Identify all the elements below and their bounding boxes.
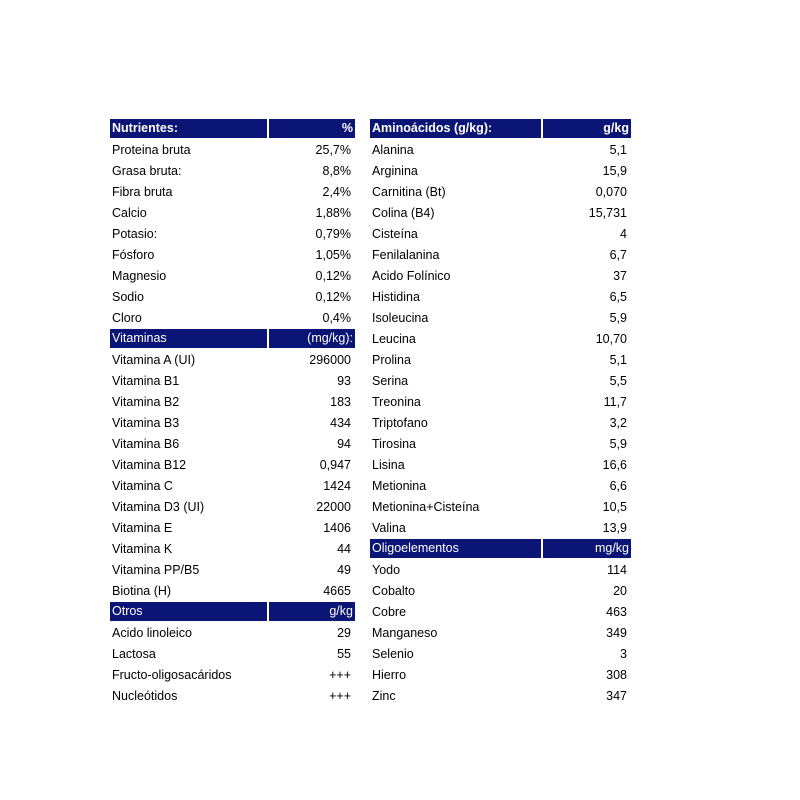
nutrient-name: Cobalto [372, 584, 416, 598]
nutrient-value: 22000 [316, 500, 351, 514]
table-row [370, 518, 631, 539]
nutrient-value: 20 [613, 584, 627, 598]
table-row [370, 287, 631, 308]
nutrient-name: Metionina+Cisteína [372, 500, 480, 514]
nutrient-name: Manganeso [372, 626, 438, 640]
nutrient-name: Carnitina (Bt) [372, 185, 446, 199]
nutrient-value: 5,9 [609, 437, 627, 451]
table-row [370, 371, 631, 392]
nutrient-name: Vitamina C [112, 479, 173, 493]
nutrient-name: Metionina [372, 479, 427, 493]
section-header-otros [110, 602, 355, 621]
section-unit: % [269, 119, 355, 138]
nutrient-value: 0,070 [595, 185, 627, 199]
table-row [370, 665, 631, 686]
nutrient-name: Vitamina B6 [112, 437, 180, 451]
nutrient-name: Serina [372, 374, 409, 388]
nutrient-name: Triptofano [372, 416, 428, 430]
table-row [370, 455, 631, 476]
nutrient-name: Proteina bruta [112, 143, 191, 157]
nutrient-name: Treonina [372, 395, 421, 409]
table-row [110, 476, 355, 497]
nutrient-name: Sodio [112, 290, 144, 304]
nutrient-value: 15,731 [588, 206, 627, 220]
section-unit: g/kg [543, 119, 631, 138]
nutrient-value: 44 [337, 542, 351, 556]
table-row [370, 413, 631, 434]
nutrient-name: Biotina (H) [112, 584, 172, 598]
nutrient-name: Hierro [372, 668, 407, 682]
section-title: Otros [110, 602, 267, 621]
nutrient-value: 10,70 [595, 332, 627, 346]
table-row [370, 476, 631, 497]
table-row [370, 203, 631, 224]
nutrient-name: Acido linoleico [112, 626, 192, 640]
nutrient-value: 15,9 [602, 164, 627, 178]
table-row [110, 266, 355, 287]
nutrient-value: 308 [606, 668, 627, 682]
nutrient-name: Vitamina B12 [112, 458, 187, 472]
section-header-aminoacidos-g-kg [370, 119, 631, 138]
table-row [370, 644, 631, 665]
section-header-nutrientes [110, 119, 355, 138]
nutrient-value: 49 [337, 563, 351, 577]
nutrient-name: Vitamina E [112, 521, 173, 535]
nutrient-value: +++ [329, 668, 351, 682]
nutrient-name: Cobre [372, 605, 407, 619]
nutrient-value: 1424 [323, 479, 351, 493]
nutrient-value: 16,6 [602, 458, 627, 472]
nutrient-value: 0,4% [322, 311, 351, 325]
nutrient-value: 349 [606, 626, 627, 640]
nutrient-value: 0,947 [319, 458, 351, 472]
nutrient-name: Vitamina A (UI) [112, 353, 196, 367]
nutrient-name: Prolina [372, 353, 411, 367]
table-row [370, 329, 631, 350]
nutrient-name: Potasio: [112, 227, 158, 241]
table-row [370, 350, 631, 371]
section-title: Oligoelementos [370, 539, 541, 558]
section-unit: mg/kg [543, 539, 631, 558]
nutrient-value: 94 [337, 437, 351, 451]
nutrient-name: Fenilalanina [372, 248, 440, 262]
nutrient-name: Calcio [112, 206, 147, 220]
nutrient-value: 347 [606, 689, 627, 703]
table-row [110, 434, 355, 455]
table-row [110, 644, 355, 665]
nutrient-name: Vitamina PP/B5 [112, 563, 200, 577]
nutrient-value: +++ [329, 689, 351, 703]
nutrient-name: Vitamina B1 [112, 374, 180, 388]
table-row [370, 140, 631, 161]
table-row [110, 455, 355, 476]
nutrient-value: 5,9 [609, 311, 627, 325]
nutrient-name: Selenio [372, 647, 414, 661]
table-row [370, 686, 631, 707]
nutrient-name: Valina [372, 521, 406, 535]
nutrient-value: 11,7 [603, 395, 627, 409]
table-row [370, 308, 631, 329]
nutrient-name: Colina (B4) [372, 206, 435, 220]
table-row [110, 287, 355, 308]
table-row [110, 161, 355, 182]
nutrient-name: Fructo-oligosacáridos [112, 668, 232, 682]
table-row [110, 350, 355, 371]
nutrient-value: 0,12% [315, 290, 351, 304]
nutrient-name: Grasa bruta: [112, 164, 182, 178]
nutrient-name: Histidina [372, 290, 420, 304]
nutrient-value: 37 [613, 269, 627, 283]
nutrient-name: Cloro [112, 311, 142, 325]
table-row [370, 560, 631, 581]
nutrient-value: 8,8% [322, 164, 351, 178]
table-row [110, 224, 355, 245]
nutrient-value: 5,5 [609, 374, 627, 388]
table-row [370, 266, 631, 287]
nutrient-value: 25,7% [315, 143, 351, 157]
nutrient-value: 5,1 [609, 143, 627, 157]
nutrient-name: Arginina [372, 164, 418, 178]
nutrient-name: Nucleótidos [112, 689, 178, 703]
section-unit: g/kg [269, 602, 355, 621]
nutrient-name: Lisina [372, 458, 405, 472]
table-row [110, 665, 355, 686]
nutrient-value: 183 [330, 395, 351, 409]
nutrient-value: 5,1 [609, 353, 627, 367]
nutrient-name: Zinc [372, 689, 396, 703]
nutrient-name: Magnesio [112, 269, 167, 283]
table-row [110, 497, 355, 518]
nutrient-value: 13,9 [602, 521, 627, 535]
nutrient-name: Vitamina B3 [112, 416, 180, 430]
nutrient-value: 55 [337, 647, 351, 661]
nutrient-value: 3 [620, 647, 627, 661]
nutrient-value: 434 [330, 416, 351, 430]
table-row [110, 203, 355, 224]
nutrient-value: 10,5 [602, 500, 627, 514]
nutrient-value: 3,2 [609, 416, 627, 430]
table-row [370, 245, 631, 266]
nutrient-name: Isoleucina [372, 311, 429, 325]
nutrient-value: 1,88% [315, 206, 351, 220]
nutrient-name: Vitamina B2 [112, 395, 180, 409]
nutrient-name: Acido Folínico [372, 269, 451, 283]
nutrient-name: Leucina [372, 332, 416, 346]
section-title: Nutrientes: [110, 119, 267, 138]
table-row [370, 581, 631, 602]
nutrient-name: Fibra bruta [112, 185, 173, 199]
table-row [110, 413, 355, 434]
table-row [110, 371, 355, 392]
table-row [370, 623, 631, 644]
nutrient-value: 6,7 [609, 248, 627, 262]
nutrient-value: 93 [337, 374, 351, 388]
table-row [110, 518, 355, 539]
table-row [370, 497, 631, 518]
table-row [110, 245, 355, 266]
table-row [110, 623, 355, 644]
nutrient-name: Fósforo [112, 248, 155, 262]
table-row [370, 182, 631, 203]
nutrient-value: 0,79% [315, 227, 351, 241]
right-column [370, 119, 631, 707]
nutrient-value: 2,4% [322, 185, 351, 199]
nutrient-name: Vitamina D3 (UI) [112, 500, 205, 514]
table-row [370, 602, 631, 623]
nutrient-value: 4 [620, 227, 627, 241]
table-row [370, 434, 631, 455]
nutrient-name: Lactosa [112, 647, 156, 661]
nutrient-value: 6,5 [609, 290, 627, 304]
nutrient-name: Vitamina K [112, 542, 173, 556]
table-row [110, 686, 355, 707]
table-row [110, 539, 355, 560]
left-column [110, 119, 355, 707]
table-row [110, 560, 355, 581]
section-header-vitaminas [110, 329, 355, 348]
nutrient-value: 6,6 [609, 479, 627, 493]
nutrient-name: Tirosina [372, 437, 416, 451]
nutrient-name: Alanina [372, 143, 414, 157]
nutrient-value: 114 [607, 563, 627, 577]
section-title: Vitaminas [110, 329, 267, 348]
table-row [110, 392, 355, 413]
section-header-oligoelementos [370, 539, 631, 558]
nutrient-value: 4665 [323, 584, 351, 598]
table-row [110, 308, 355, 329]
table-row [370, 392, 631, 413]
nutrient-name: Yodo [372, 563, 401, 577]
table-row [110, 140, 355, 161]
nutrient-value: 29 [337, 626, 351, 640]
nutrient-name: Cisteína [372, 227, 418, 241]
table-row [110, 581, 355, 602]
nutrient-value: 1,05% [315, 248, 351, 262]
table-row [370, 161, 631, 182]
table-row [370, 224, 631, 245]
nutrient-value: 0,12% [315, 269, 351, 283]
section-unit: (mg/kg): [269, 329, 355, 348]
nutrient-value: 463 [606, 605, 627, 619]
nutrient-value: 296000 [309, 353, 351, 367]
section-title: Aminoácidos (g/kg): [370, 119, 541, 138]
table-row [110, 182, 355, 203]
nutrient-value: 1406 [323, 521, 351, 535]
